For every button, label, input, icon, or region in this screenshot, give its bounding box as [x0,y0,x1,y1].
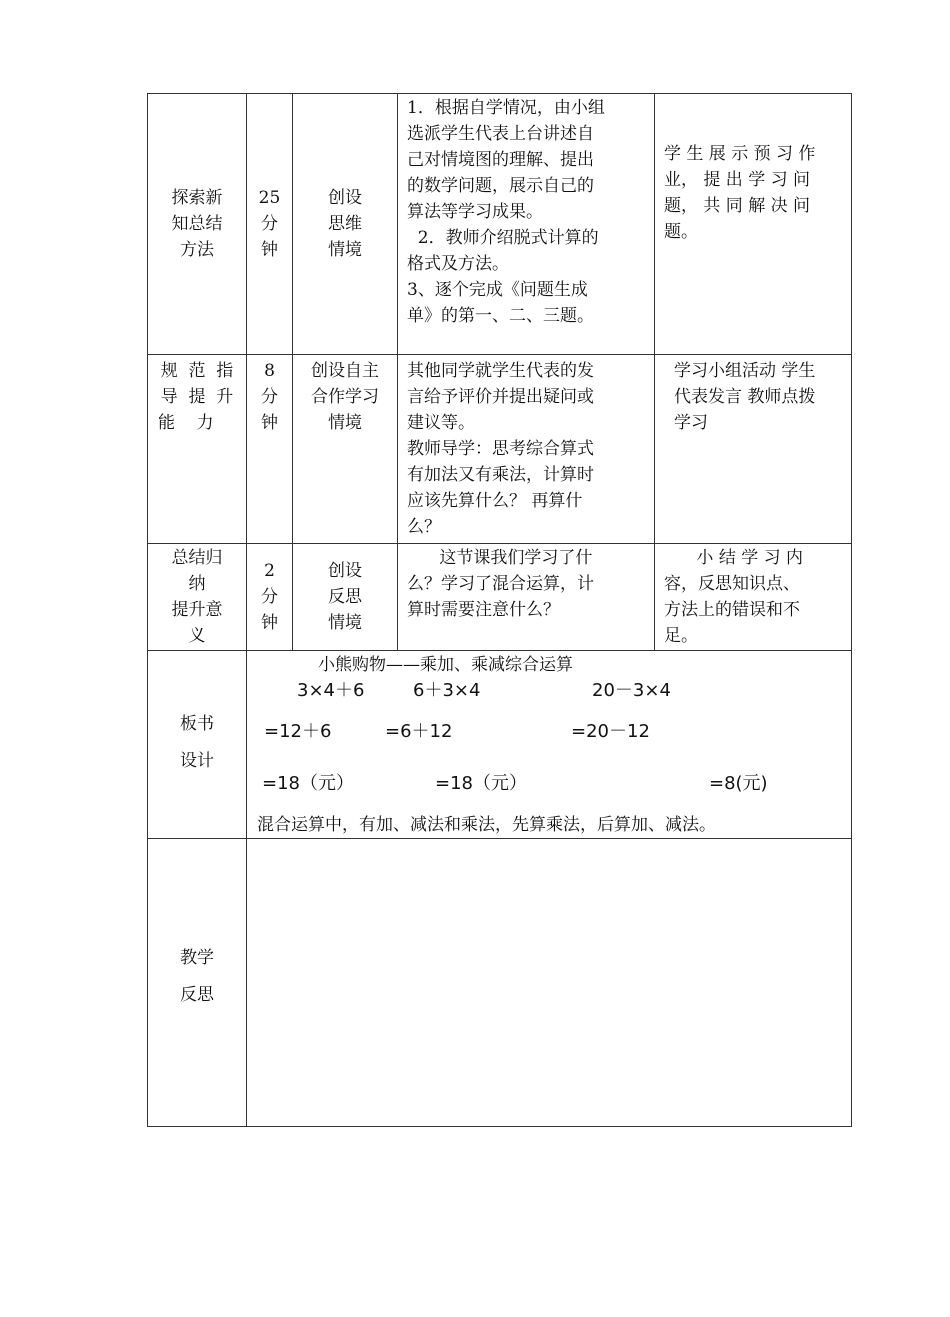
board-label [148,706,246,780]
time-line: 分 [261,587,278,607]
table-border-right [851,93,852,1127]
teacher-line: 么？学习了混合运算，计 [407,574,594,594]
row3-stage [148,545,246,649]
situation-line: 合作学习 [311,387,379,407]
stage-line: 义 [188,626,206,646]
stage-line: 规 范 指 [160,361,234,381]
student-line: 代表发言 教师点拨 [674,387,816,407]
stage-line: 导 提 升 [160,387,234,407]
student-line: 学习小组活动 学生 [674,361,816,381]
stage-line: 探索新 [171,188,223,208]
row2-stage [148,358,246,436]
board-step2-2: =18（元） [435,773,527,794]
time-line: 钟 [261,613,278,633]
student-line: 学 生 展 示 预 习 作 [664,144,816,164]
row2-time [247,358,292,436]
board-step1-2: =6＋12 [385,721,453,742]
board-title: 小熊购物——乘加、乘减综合运算 [318,655,573,675]
time-line: 8 [264,361,275,381]
teacher-line: 的数学问题，展示自己的 [407,176,594,196]
row1-teacher-activity [407,95,647,329]
teacher-line: 算时需要注意什么？ [407,600,560,620]
student-line: 题， 共 同 解 决 问 [664,196,811,216]
student-line: 小 结 学 习 内 [664,548,804,568]
row-divider-2 [147,543,852,544]
teacher-line: 己对情境图的理解、提出 [407,150,594,170]
student-line: 足。 [664,626,698,646]
stage-line: 方法 [180,240,214,260]
teacher-line: 单》的第一、二、三题。 [407,306,594,326]
situation-line: 情境 [328,413,362,433]
row2-student-activity [674,358,850,436]
reflection-label-line: 教学 [180,948,214,968]
situation-line: 反思 [328,587,362,607]
board-step1-1: =12＋6 [264,721,332,742]
teacher-line: 建议等。 [407,413,475,433]
row2-situation [293,358,397,436]
col-divider-3 [397,93,398,650]
student-line: 方法上的错误和不 [664,600,800,620]
stage-line: 能 力 [158,413,214,433]
teacher-line: 教师导学：思考综合算式 [407,439,594,459]
stage-line: 纳 [188,574,206,594]
board-label-line: 板书 [180,714,214,734]
row-divider-1 [147,354,852,355]
row1-stage [148,94,246,354]
row1-situation [293,94,397,354]
teacher-line: 应该先算什么？ 再算什 [407,491,583,511]
teacher-line: 3、逐个完成《问题生成 [407,280,588,300]
teacher-line: 算法等学习成果。 [407,202,543,222]
time-line: 2 [264,561,275,581]
board-step2-1: =18（元） [262,773,354,794]
row3-time [247,558,292,636]
situation-line: 情境 [328,240,362,260]
teacher-line: 言给予评价并提出疑问或 [407,387,594,407]
reflection-label-line: 反思 [180,985,214,1005]
board-expr-3: 20－3×4 [592,680,671,701]
student-line: 容，反思知识点、 [664,574,800,594]
time-line: 钟 [261,413,278,433]
row3-situation [293,558,397,636]
table-border-bottom [147,1126,852,1127]
student-line: 题。 [664,222,698,242]
situation-line: 创设自主 [311,361,379,381]
situation-line: 创设 [328,188,362,208]
col-divider-4 [654,93,655,650]
teacher-line: 有加法又有乘法，计算时 [407,465,594,485]
reflection-label [148,940,246,1014]
row1-time [247,94,292,354]
row3-student-activity [664,545,848,649]
board-summary: 混合运算中，有加、减法和乘法，先算乘法，后算加、减法。 [257,815,716,835]
stage-line: 总结归 [171,548,223,568]
board-expr-1: 3×4＋6 [297,680,365,701]
time-line: 分 [261,214,278,234]
situation-line: 创设 [328,561,362,581]
student-line: 学习 [674,413,708,433]
teacher-line: 选派学生代表上台讲述自 [407,124,594,144]
teacher-line: 格式及方法。 [407,254,509,274]
situation-line: 思维 [328,214,362,234]
row-divider-3 [147,650,852,651]
teacher-line: 其他同学就学生代表的发 [407,361,594,381]
situation-line: 情境 [328,613,362,633]
reflection-content-area[interactable] [247,839,851,1126]
teacher-line: 2．教师介绍脱式计算的 [407,228,599,248]
stage-line: 提升意 [171,600,223,620]
board-label-line: 设计 [180,751,214,771]
teacher-line: 1．根据自学情况，由小组 [407,98,605,118]
row1-student-activity [664,141,844,245]
row2-teacher-activity [407,358,647,540]
row3-teacher-activity [407,545,647,623]
board-step2-3: =8(元) [709,773,768,794]
student-line: 业， 提 出 学 习 问 [664,170,811,190]
teacher-line: 么？ [407,517,441,537]
stage-line: 知总结 [171,214,223,234]
time-line: 25 [258,188,281,208]
time-line: 钟 [261,240,278,260]
teacher-line: 这节课我们学习了什 [407,548,593,568]
board-expr-2: 6＋3×4 [413,680,481,701]
time-line: 分 [261,387,278,407]
board-step1-3: =20－12 [571,721,650,742]
